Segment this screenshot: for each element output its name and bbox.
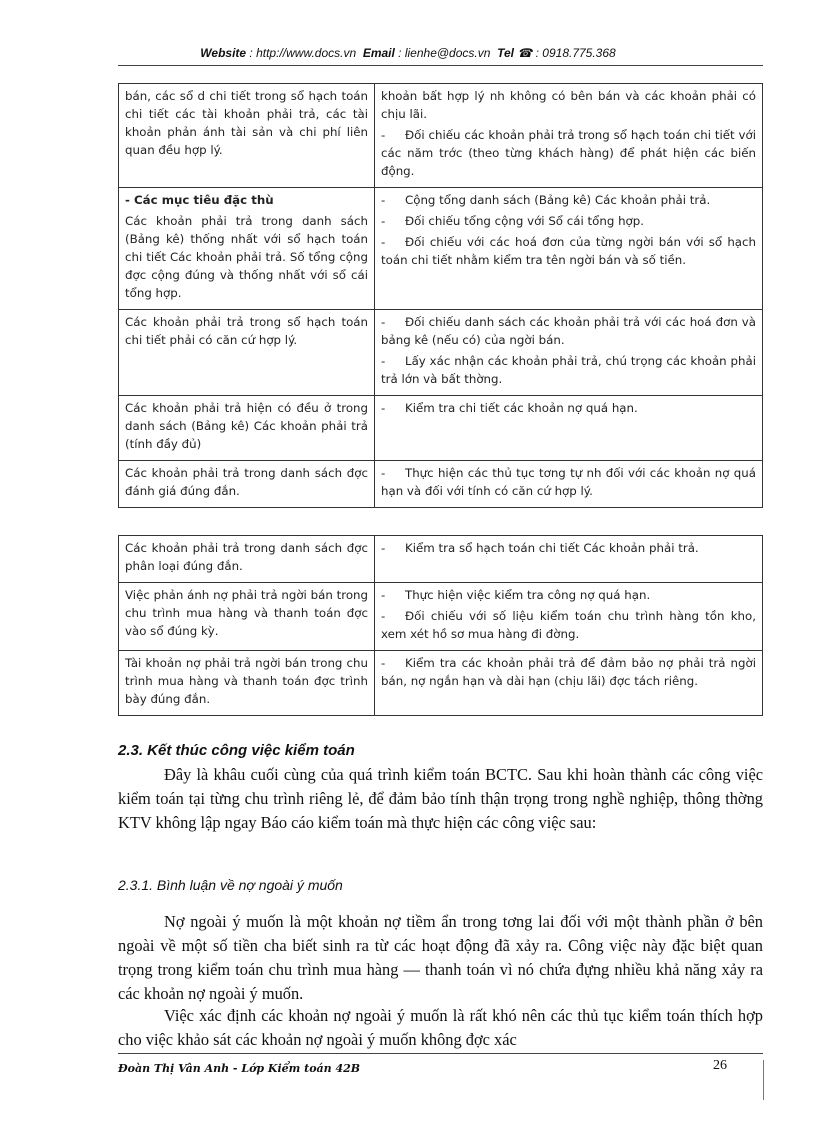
cell-item: - Cộng tổng danh sách (Bảng kê) Các khoản phải trả.: [381, 193, 711, 207]
email-label: Email: [362, 46, 395, 60]
cell-item: - Kiểm tra các khoản phải trả để đảm bảo nợ phải trả ngời bán, nợ ngắn hạn và dài hạn (chịu lãi) đợc tách riêng.: [381, 656, 756, 688]
cell-text: Đối chiếu các khoản phải trả trong sổ hạch toán chi tiết với các năm trớc (theo từng khách hàng) để phát hiện các biến động.: [381, 128, 756, 178]
table-cell-procedure: [375, 461, 763, 508]
tel-label: Tel: [497, 46, 514, 60]
cell-item: - Đối chiếu tổng cộng với Sổ cái tổng hợp.: [381, 214, 645, 228]
table-row: [119, 84, 763, 188]
phone-icon: ☎: [517, 46, 533, 60]
cell-item: - Đối chiếu với các hoá đơn của từng ngời bán với sổ hạch toán chi tiết nhằm kiểm tra tên ngời bán và số tiền.: [381, 235, 756, 267]
cell-item: - Đối chiếu các khoản phải trả trong sổ hạch toán chi tiết với các năm trớc (theo từng khách hàng) để phát hiện các biến động.: [381, 128, 756, 178]
header-divider: [118, 65, 763, 66]
table-row: [119, 310, 763, 396]
table-row: [119, 583, 763, 651]
body-paragraph: Đây là khâu cuối cùng của quá trình kiểm toán BCTC. Sau khi hoàn thành các công việc kiểm toán tại từng chu trình riêng lẻ, để đảm bảo tính thận trọng trong nghề nghiệp, thông thờng KTV không lập ngay Báo cáo kiểm toán mà thực hiện các công việc sau:: [118, 765, 763, 832]
table-cell-objective: [119, 536, 375, 583]
body-paragraph: Việc xác định các khoản nợ ngoài ý muốn là rất khó nên các thủ tục kiểm toán thích hợp cho việc khảo sát các khoản nợ ngoài ý muốn không đợc xác: [118, 1006, 763, 1049]
table-cell-objective: [119, 310, 375, 396]
table-cell-procedure: [375, 651, 763, 716]
cell-item: - Thực hiện việc kiểm tra công nợ quá hạn.: [381, 588, 651, 602]
table-cell-objective: [119, 84, 375, 188]
cell-item: - Kiểm tra chi tiết các khoản nợ quá hạn.: [381, 401, 638, 415]
table-row: [119, 461, 763, 508]
cell-item: - Đối chiếu với số liệu kiểm toán chu trình hàng tồn kho, xem xét hồ sơ mua hàng đi đờng.: [381, 609, 756, 641]
website-value: : http://www.docs.vn: [249, 46, 357, 60]
cell-text: Các khoản phải trả hiện có đều ở trong danh sách (Bảng kê) Các khoản phải trả (tính đầy đủ): [125, 401, 368, 451]
cell-text: Kiểm tra sổ hạch toán chi tiết Các khoản phải trả.: [405, 541, 699, 555]
table-cell-procedure: [375, 310, 763, 396]
subsection-heading: 2.3.1. Bình luận về nợ ngoài ý muốn: [118, 877, 343, 893]
cell-text: Các khoản phải trả trong danh sách đợc phân loại đúng đắn.: [125, 541, 368, 573]
footer-divider: [118, 1053, 763, 1054]
table-cell-objective: [119, 583, 375, 651]
cell-item: - Thực hiện các thủ tục tơng tự nh đối với các khoản nợ quá hạn và đối với tính có căn cứ hợp lý.: [381, 466, 756, 498]
table-row: [119, 651, 763, 716]
website-label: Website: [200, 46, 247, 60]
cell-text: Đối chiếu với các hoá đơn của từng ngời bán với sổ hạch toán chi tiết nhằm kiểm tra tên ngời bán và số tiền.: [381, 235, 756, 267]
cell-item: - Lấy xác nhận các khoản phải trả, chú trọng các khoản phải trả lớn và bất thờng.: [381, 354, 756, 386]
body-paragraph: Nợ ngoài ý muốn là một khoản nợ tiềm ẩn trong tơng lai đối với một thành phần ở bên ngoài về một số tiền cha biết sinh ra từ các hoạt động đã xảy ra. Công việc này đặc biệt quan trọng trong kiểm toán chu trình mua hàng — thanh toán vì nó chứa đựng nhiều khả năng xảy ra các khoản nợ ngoài ý muốn.: [118, 912, 763, 1003]
margin-guide: [763, 1060, 764, 1100]
table-cell-procedure: [375, 188, 763, 310]
cell-text: Kiểm tra chi tiết các khoản nợ quá hạn.: [405, 401, 638, 415]
table-cell-procedure: [375, 536, 763, 583]
cell-text: Đối chiếu danh sách các khoản phải trả với các hoá đơn và bảng kê (nếu có) của ngời bán.: [381, 315, 756, 347]
cell-text: Việc phản ánh nợ phải trả ngời bán trong chu trình mua hàng và thanh toán đợc vào sổ đúng kỳ.: [125, 588, 368, 638]
table-cell-objective: [119, 188, 375, 310]
table-cell-procedure: [375, 583, 763, 651]
cell-text: khoản bất hợp lý nh không có bên bán và các khoản phải có chịu lãi.: [381, 89, 756, 121]
cell-item: - Kiểm tra sổ hạch toán chi tiết Các khoản phải trả.: [381, 541, 699, 555]
cell-item: - Đối chiếu danh sách các khoản phải trả với các hoá đơn và bảng kê (nếu có) của ngời bán.: [381, 315, 756, 347]
cell-text: Cộng tổng danh sách (Bảng kê) Các khoản phải trả.: [405, 193, 711, 207]
cell-text: Thực hiện các thủ tục tơng tự nh đối với các khoản nợ quá hạn và đối với tính có căn cứ hợp lý.: [381, 466, 756, 498]
section-heading: 2.3. Kết thúc công việc kiểm toán: [118, 742, 355, 759]
table-cell-procedure: [375, 84, 763, 188]
cell-text: bán, các sổ d chi tiết trong sổ hạch toán chi tiết các tài khoản phải trả, các tài khoản phản ánh tài sản và chi phí liên quan đều hợp lý.: [125, 89, 368, 157]
table-row: [119, 536, 763, 583]
cell-text: Tài khoản nợ phải trả ngời bán trong chu trình mua hàng và thanh toán đợc trình bày đúng đắn.: [125, 656, 368, 706]
page-header: [0, 46, 816, 60]
cell-text: Đối chiếu với số liệu kiểm toán chu trình hàng tồn kho, xem xét hồ sơ mua hàng đi đờng.: [381, 609, 756, 641]
cell-text: Kiểm tra các khoản phải trả để đảm bảo nợ phải trả ngời bán, nợ ngắn hạn và dài hạn (chịu lãi) đợc tách riêng.: [381, 656, 756, 688]
cell-text: Đối chiếu tổng cộng với Sổ cái tổng hợp.: [405, 214, 645, 228]
audit-table-1: [118, 83, 763, 508]
cell-text: Lấy xác nhận các khoản phải trả, chú trọng các khoản phải trả lớn và bất thờng.: [381, 354, 756, 386]
table-cell-objective: [119, 396, 375, 461]
table-cell-objective: [119, 461, 375, 508]
table-cell-procedure: [375, 396, 763, 461]
table-row: [119, 396, 763, 461]
footer-author: Đoàn Thị Vân Anh - Lớp Kiểm toán 42B: [118, 1062, 361, 1075]
cell-text: Các khoản phải trả trong danh sách đợc đánh giá đúng đắn.: [125, 466, 368, 498]
cell-text: Các khoản phải trả trong danh sách (Bảng kê) thống nhất với sổ hạch toán chi tiết Các khoản phải trả. Số tổng cộng đợc cộng đúng và thống nhất với sổ cái tổng hợp.: [125, 214, 368, 300]
cell-text: Các khoản phải trả trong sổ hạch toán chi tiết phải có căn cứ hợp lý.: [125, 315, 368, 347]
table-cell-objective: [119, 651, 375, 716]
tel-value: : 0918.775.368: [535, 46, 616, 60]
audit-table-2: [118, 535, 763, 716]
table-row: [119, 188, 763, 310]
cell-text: Thực hiện việc kiểm tra công nợ quá hạn.: [405, 588, 651, 602]
email-value: : lienhe@docs.vn: [398, 46, 491, 60]
page-number: 26: [713, 1058, 727, 1073]
cell-heading: - Các mục tiêu đặc thù: [125, 193, 274, 207]
